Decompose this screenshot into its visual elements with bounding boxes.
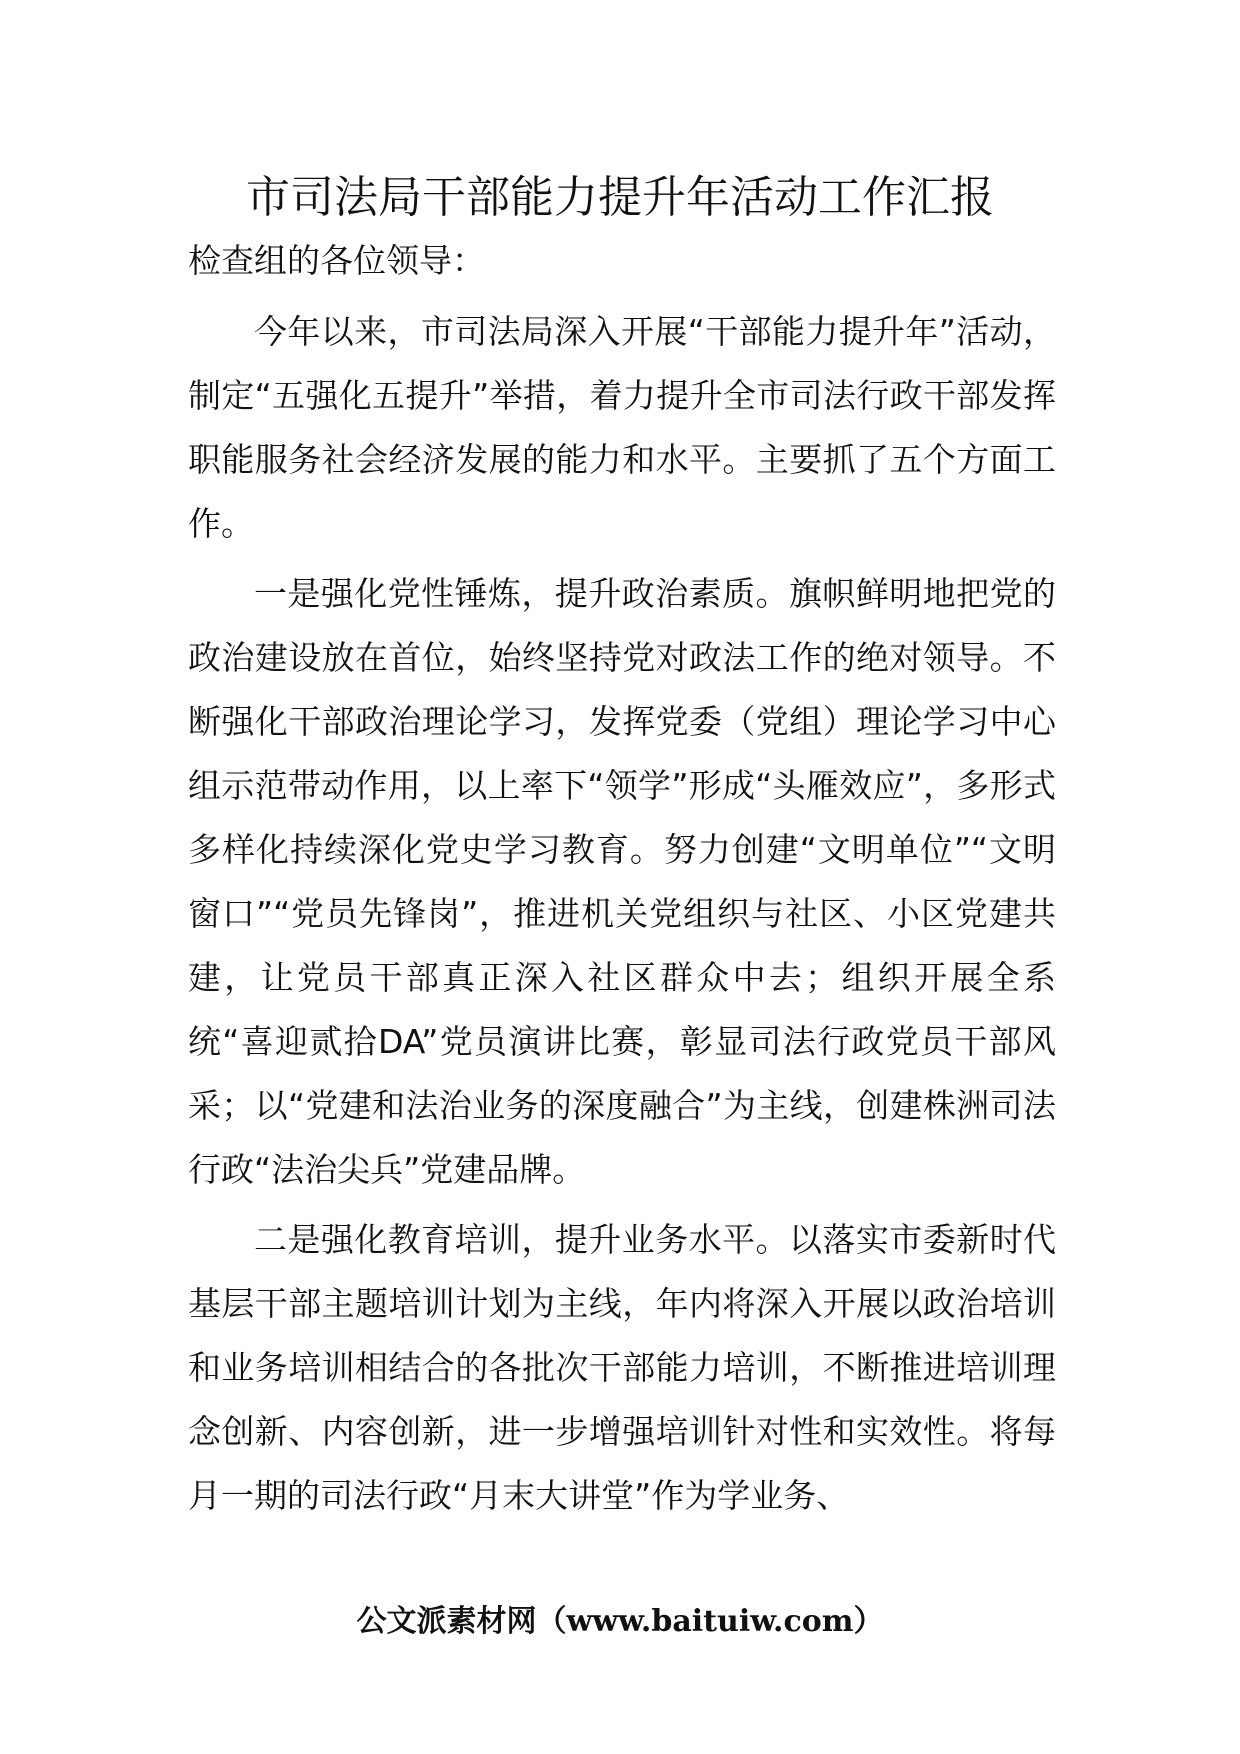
salutation: 检查组的各位领导： [188, 241, 485, 280]
paragraph-one: 一是强化党性锤炼，提升政治素质。旗帜鲜明地把党的政治建设放在首位，始终坚持党对政法工作的绝对领导。不断强化干部政治理论学习，发挥党委（党组）理论学习中心组示范带动作用，以上率下“领学”形成“头雁效应”，多形式多样化持续深化党史学习教育。努力创建“文明单位”“文明窗口”“党员先锋岗”，推进机关党组织与社区、小区党建共建，让党员干部真正深入社区群众中去；组织开展全系统“喜迎贰拾DA”党员演讲比赛，彰显司法行政党员干部风采；以“党建和法治业务的深度融合”为主线，创建株洲司法行政“法治尖兵”党建品牌。 [188, 574, 1056, 1189]
paragraph-two: 二是强化教育培训，提升业务水平。以落实市委新时代基层干部主题培训计划为主线，年内将深入开展以政治培训和业务培训相结合的各批次干部能力培训，不断推进培训理念创新、内容创新，进一步增强培训针对性和实效性。将每月一期的司法行政“月末大讲堂”作为学业务、 [188, 1220, 1056, 1515]
document-body [188, 300, 1056, 1534]
footer-watermark: 公文派素材网（www.baituiw.com） [356, 1604, 884, 1639]
document-title: 市司法局干部能力提升年活动工作汇报 [246, 172, 994, 223]
paragraph-intro: 今年以来，市司法局深入开展“干部能力提升年”活动，制定“五强化五提升”举措，着力提升全市司法行政干部发挥职能服务社会经济发展的能力和水平。主要抓了五个方面工作。 [188, 312, 1056, 543]
